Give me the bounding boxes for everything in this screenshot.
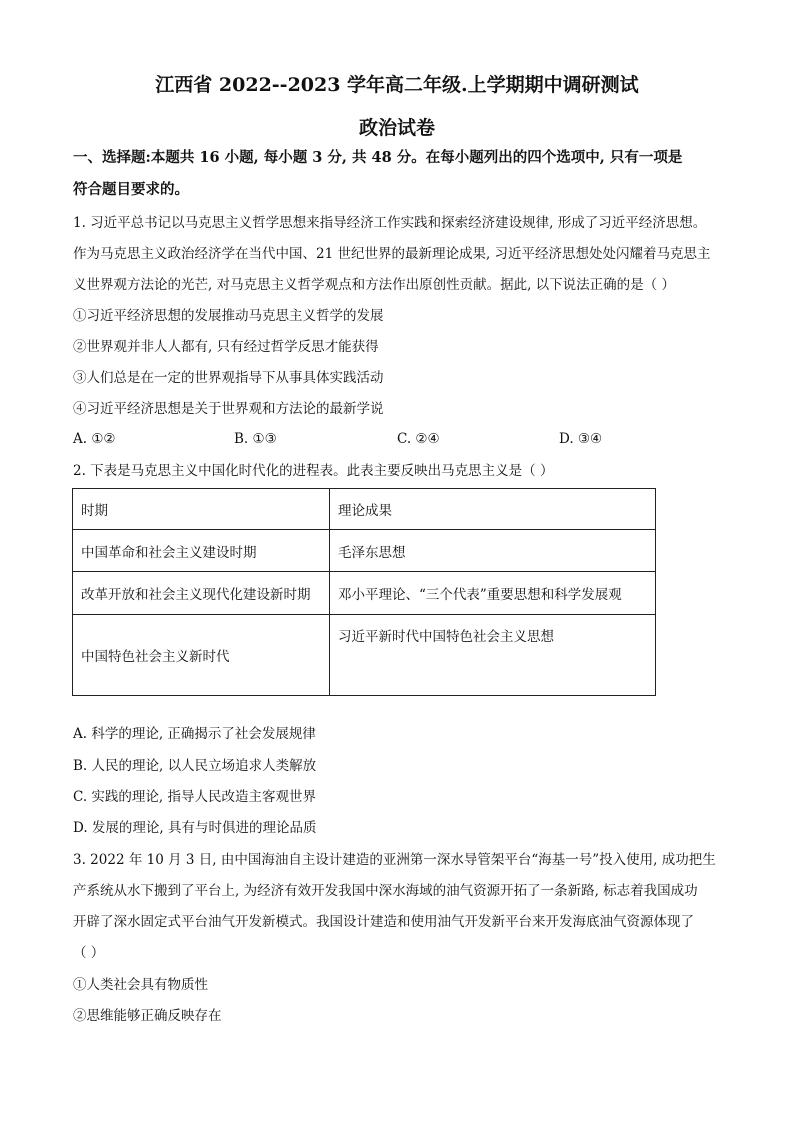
table-cell-achievement: 习近平新时代中国特色社会主义思想 (330, 615, 656, 696)
exam-subtitle: 政治试卷 (358, 117, 435, 139)
q2-stem: 2. 下表是马克思主义中国化时代化的进程表。此表主要反映出马克思主义是（ ） (73, 463, 554, 479)
q3-stem-line-3: 开辟了深水固定式平台油气开发新模式。我国设计建造和使用油气开发新平台来开发海底油气资源体现了 (73, 914, 694, 930)
q1-option-a: A. ①② (73, 431, 116, 447)
section-instruction-line-1: 一、选择题:本题共 16 小题, 每小题 3 分, 共 48 分。在每小题列出的四个选项中, 只有一项是 (73, 149, 683, 166)
table-cell-period: 中国特色社会主义新时代 (73, 615, 330, 696)
q1-stem-line-1: 1. 习近平总书记以马克思主义哲学思想来指导经济工作实践和探索经济建设规律, 形成了习近平经济思想。 (73, 215, 707, 231)
table-cell-period: 改革开放和社会主义现代化建设新时期 (73, 572, 330, 615)
exam-title: 江西省 2022--2023 学年高二年级.上学期期中调研测试 (155, 74, 639, 96)
table-cell-achievement: 毛泽东思想 (330, 530, 656, 572)
q3-stem-line-1: 3. 2022 年 10 月 3 日, 由中国海油自主设计建造的亚洲第一深水导管架平台“海基一号”投入使用, 成功把生 (73, 852, 716, 868)
q1-stem-line-2: 作为马克思主义政治经济学在当代中国、21 世纪世界的最新理论成果, 习近平经济思想处处闪耀着马克思主 (73, 246, 711, 262)
q3-stem-line-2: 产系统从水下搬到了平台上, 为经济有效开发我国中深水海域的油气资源开拓了一条新路, 标志着我国成功 (73, 883, 698, 899)
q3-statement-2: ②思维能够正确反映存在 (73, 1008, 222, 1024)
q1-statement-1: ①习近平经济思想的发展推动马克思主义哲学的发展 (73, 308, 384, 324)
table-header-achievement: 理论成果 (330, 489, 656, 530)
q2-option-c: C. 实践的理论, 指导人民改造主客观世界 (73, 789, 317, 805)
table-header-period: 时期 (73, 489, 330, 530)
section-instruction-line-2: 符合题目要求的。 (73, 181, 189, 198)
q1-stem-line-3: 义世界观方法论的光芒, 对马克思主义哲学观点和方法作出原创性贡献。据此, 以下说法正确的是（ ） (73, 277, 675, 293)
q3-stem-line-4: （ ） (73, 945, 105, 961)
q1-option-c: C. ②④ (397, 431, 440, 447)
q1-statement-4: ④习近平经济思想是关于世界观和方法论的最新学说 (73, 401, 384, 417)
q1-option-b: B. ①③ (234, 431, 277, 447)
table-row (73, 572, 656, 615)
table-cell-achievement: 邓小平理论、“三个代表”重要思想和科学发展观 (330, 572, 656, 615)
q2-table (72, 488, 656, 696)
q2-option-d: D. 发展的理论, 具有与时俱进的理论品质 (73, 820, 317, 836)
q3-statement-1: ①人类社会具有物质性 (73, 977, 208, 993)
table-row (73, 615, 656, 696)
table-cell-period: 中国革命和社会主义建设时期 (73, 530, 330, 572)
table-header-row (73, 489, 656, 530)
q1-statement-3: ③人们总是在一定的世界观指导下从事具体实践活动 (73, 370, 384, 386)
q1-statement-2: ②世界观并非人人都有, 只有经过哲学反思才能获得 (73, 339, 379, 355)
q1-option-d: D. ③④ (559, 431, 603, 447)
q2-option-b: B. 人民的理论, 以人民立场追求人类解放 (73, 758, 317, 774)
q2-option-a: A. 科学的理论, 正确揭示了社会发展规律 (73, 726, 316, 742)
table-row (73, 530, 656, 572)
